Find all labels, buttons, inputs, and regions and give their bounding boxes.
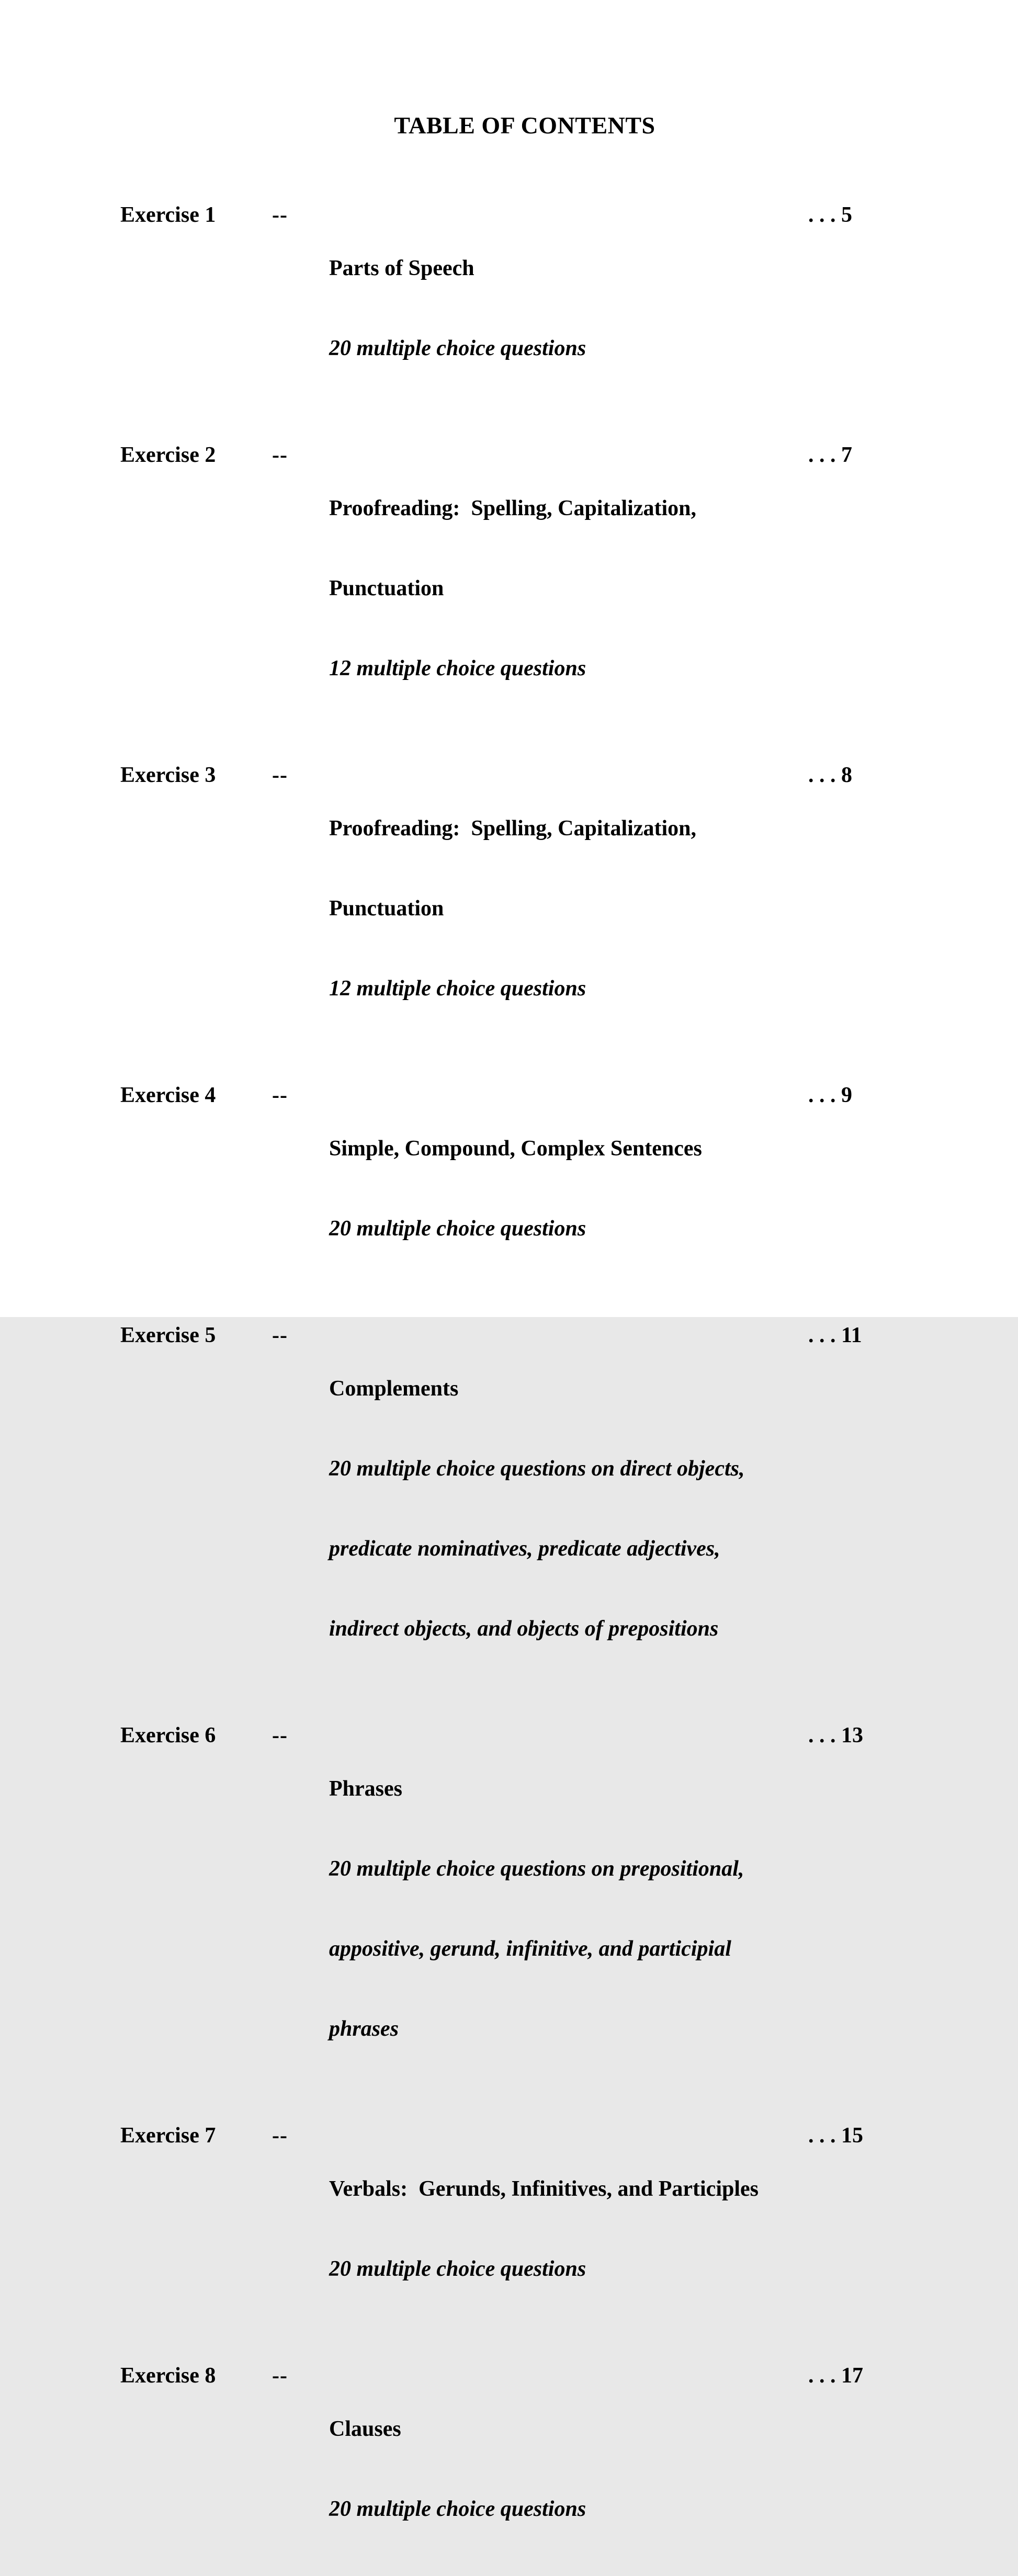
toc-entry: [0, 1082, 1018, 1296]
entry-body: [329, 2363, 808, 2576]
entry-detail-line: predicate nominatives, predicate adjectives,: [329, 1537, 720, 1561]
dash-separator: --: [272, 2124, 288, 2148]
entry-detail-line: 20 multiple choice questions on direct objects,: [329, 1457, 745, 1481]
entry-body: [329, 1082, 808, 1296]
entry-page-number: . . . 9: [808, 1083, 852, 1107]
exercise-label: Exercise 2: [120, 443, 216, 467]
entry-title-line: Proofreading: Spelling, Capitalization,: [329, 496, 696, 520]
exercise-label: Exercise 7: [120, 2124, 216, 2148]
exercise-label: Exercise 4: [120, 1083, 216, 1107]
entry-title-line: Parts of Speech: [329, 256, 474, 280]
entry-title-line: Simple, Compound, Complex Sentences: [329, 1137, 702, 1161]
entry-page-number: . . . 15: [808, 2124, 863, 2148]
entry-title-line: Verbals: Gerunds, Infinitives, and Participles: [329, 2177, 759, 2201]
toc-entry: [0, 2363, 1018, 2576]
dash-separator: --: [272, 2364, 288, 2388]
toc-entry: [0, 2123, 1018, 2336]
entry-detail-line: indirect objects, and objects of prepositions: [329, 1617, 719, 1641]
entry-page-number: . . . 11: [808, 1323, 862, 1347]
dash-separator: --: [272, 763, 288, 787]
entry-detail-line: 20 multiple choice questions: [329, 336, 586, 360]
entry-title-line: Complements: [329, 1377, 459, 1401]
entry-body: [329, 202, 808, 415]
exercise-label: Exercise 3: [120, 763, 216, 787]
dash-separator: --: [272, 1083, 288, 1107]
entry-title-line: Clauses: [329, 2417, 401, 2441]
entry-title-line: Punctuation: [329, 576, 444, 600]
entry-title-line: Proofreading: Spelling, Capitalization,: [329, 816, 696, 841]
entry-page-number: . . . 13: [808, 1723, 863, 1747]
exercise-label: Exercise 6: [120, 1723, 216, 1747]
toc-list: [0, 202, 1018, 2576]
entry-detail-line: 12 multiple choice questions: [329, 656, 586, 680]
page-title: TABLE OF CONTENTS: [394, 112, 655, 139]
toc-entry: [0, 442, 1018, 735]
entry-title-line: Phrases: [329, 1777, 402, 1801]
entry-body: [329, 2123, 808, 2336]
entry-detail-line: 20 multiple choice questions on prepositional,: [329, 1857, 744, 1881]
exercise-label: Exercise 1: [120, 203, 216, 227]
entry-page-number: . . . 7: [808, 443, 852, 467]
entry-detail-line: 20 multiple choice questions: [329, 2497, 586, 2521]
entry-detail-line: appositive, gerund, infinitive, and participial: [329, 1937, 731, 1961]
entry-body: [329, 762, 808, 1056]
exercise-label: Exercise 5: [120, 1323, 216, 1347]
entry-detail-line: 20 multiple choice questions: [329, 2257, 586, 2281]
entry-detail-line: phrases: [329, 2017, 399, 2041]
entry-body: [329, 442, 808, 735]
entry-page-number: . . . 17: [808, 2364, 863, 2388]
dash-separator: --: [272, 443, 288, 467]
entry-body: [329, 1322, 808, 1696]
entry-detail-line: 20 multiple choice questions: [329, 1217, 586, 1241]
toc-entry: [0, 1322, 1018, 1696]
entry-page-number: . . . 8: [808, 763, 852, 787]
entry-page-number: . . . 5: [808, 203, 852, 227]
toc-entry: [0, 762, 1018, 1056]
entry-detail-line: 12 multiple choice questions: [329, 977, 586, 1001]
dash-separator: --: [272, 203, 288, 227]
exercise-label: Exercise 8: [120, 2364, 216, 2388]
dash-separator: --: [272, 1723, 288, 1747]
entry-body: [329, 1722, 808, 2096]
toc-entry: [0, 202, 1018, 415]
toc-entry: [0, 1722, 1018, 2096]
entry-title-line: Punctuation: [329, 897, 444, 921]
dash-separator: --: [272, 1323, 288, 1347]
